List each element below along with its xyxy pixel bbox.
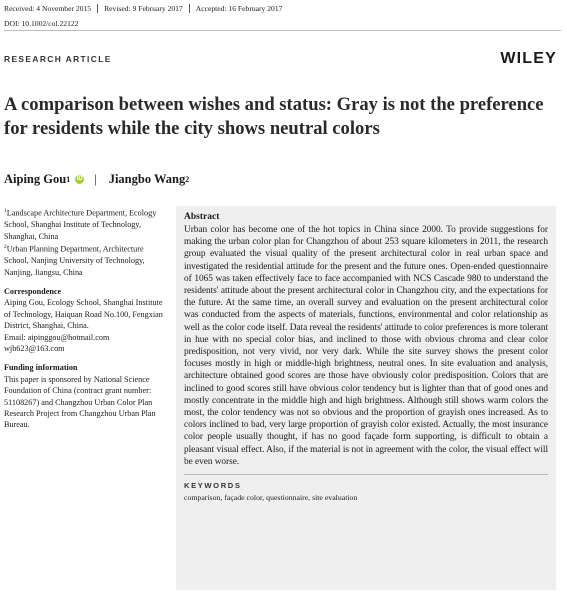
keywords-list: comparison, façade color, questionnaire, site evaluation bbox=[184, 493, 358, 503]
keywords-heading: KEYWORDS bbox=[184, 481, 242, 491]
affiliation bbox=[4, 242, 164, 278]
received-date: Received: 4 November 2015 bbox=[4, 4, 92, 13]
author-separator: | bbox=[94, 172, 97, 186]
affiliation-number: 2 bbox=[4, 243, 7, 250]
affiliation-number: 1 bbox=[4, 208, 7, 214]
correspondence-email-alt[interactable]: wjb623@163.com bbox=[4, 343, 65, 353]
funding-block bbox=[4, 362, 164, 430]
article-info-sidebar bbox=[4, 206, 164, 439]
abstract-text: Urban color has become one of the hot topics in China since 2000. To provide suggestions for making the urban color plan for Changzhou of about 253 square kilometers in 2011, the research group evaluated the visual quality of the present architectural color in real urban space and investigated the residential attitude for the present and the future ones. Open-ended questionnaire of 1065 was taken effectively face to face accompanied with NCS Cascade 980 to understand the residents' attitude about the present architectural color in Changzhou city, and the expectations for the future. At the same time, an overall survey and evaluation on the present architectural color was conducted from the aspects of materials, functions, environmental and color relationship as well as the color code itself. Data reveal the residents' attitude to color preferences is more tolerant in hue with no special color bias, and inclined to those with obvious chroma and clear color predisposition, not very vivid, nor very dark. While the site survey shows the present color focuses mostly in high or middle-high brightness, neutral ones. In site evaluation and analysis, architecture obtained good scores are those have obviously color predisposition. Colors that are inclined to good scores still have obvious color tendency but is lighter than that of good ones and mostly concentrate in the middle high and high brightness. Although still shows warm colors the most, the color tendency was not so obvious and the proportion of grayish ones increased. As to colors inclined to bad, very large proportion of grayish color existed. Actually, the most insurance color people usually thought, if has no good façade form supporting, is difficult to obtain a pleasant visual effect. Also, if the material is not in agreement with the color, the visual effect will be even worse. bbox=[184, 225, 548, 467]
funding-text: This paper is sponsored by National Science Foundation of China (contract grant number: 51108267) and Changzhou Urban Color Plan Research Project from Changzhou Urban Plan Bureau. bbox=[4, 374, 156, 430]
funding-heading: Funding information bbox=[4, 363, 78, 373]
accepted-date: Accepted: 16 February 2017 bbox=[195, 4, 283, 13]
correspondence-email[interactable]: Email: aipinggou@hotmail.com bbox=[4, 332, 110, 342]
date-divider bbox=[97, 4, 98, 13]
affiliation-marker: 2 bbox=[185, 175, 190, 184]
correspondence-heading: Correspondence bbox=[4, 286, 62, 296]
affiliations bbox=[4, 206, 164, 278]
abstract-heading: Abstract bbox=[184, 212, 220, 222]
affiliation-text: Urban Planning Department, Architecture School, Nanjing University of Technology, Nanjing, Jiangsu, China bbox=[4, 244, 145, 277]
author-name[interactable]: Jiangbo Wang bbox=[108, 172, 186, 186]
author-name[interactable]: Aiping Gou bbox=[4, 172, 67, 186]
doi-link[interactable]: DOI: 10.1002/col.22122 bbox=[4, 19, 79, 28]
article-type: RESEARCH ARTICLE bbox=[4, 54, 112, 64]
date-divider bbox=[189, 4, 190, 13]
paper-title: A comparison between wishes and status: Gray is not the preference for residents while the city shows neutral colors bbox=[4, 94, 544, 139]
header-rule bbox=[4, 30, 561, 31]
affiliation-text: Landscape Architecture Department, Ecology School, Shanghai Institute of Technology, Shanghai, China bbox=[4, 208, 157, 241]
orcid-icon[interactable]: iD bbox=[76, 176, 83, 182]
correspondence-address: Aiping Gou, Ecology School, Shanghai Institute of Technology, Haiquan Road No.100, Fengxian District, Shanghai, China. bbox=[4, 298, 163, 331]
revised-date: Revised: 9 February 2017 bbox=[104, 4, 183, 13]
keywords-divider bbox=[184, 474, 548, 475]
abstract-box bbox=[176, 206, 556, 590]
affiliation-marker: 1 bbox=[66, 175, 71, 184]
affiliation bbox=[4, 206, 164, 242]
article-dates bbox=[4, 4, 282, 13]
publisher-logo: WILEY bbox=[500, 50, 557, 67]
correspondence-block bbox=[4, 286, 164, 354]
author-list bbox=[4, 172, 189, 187]
